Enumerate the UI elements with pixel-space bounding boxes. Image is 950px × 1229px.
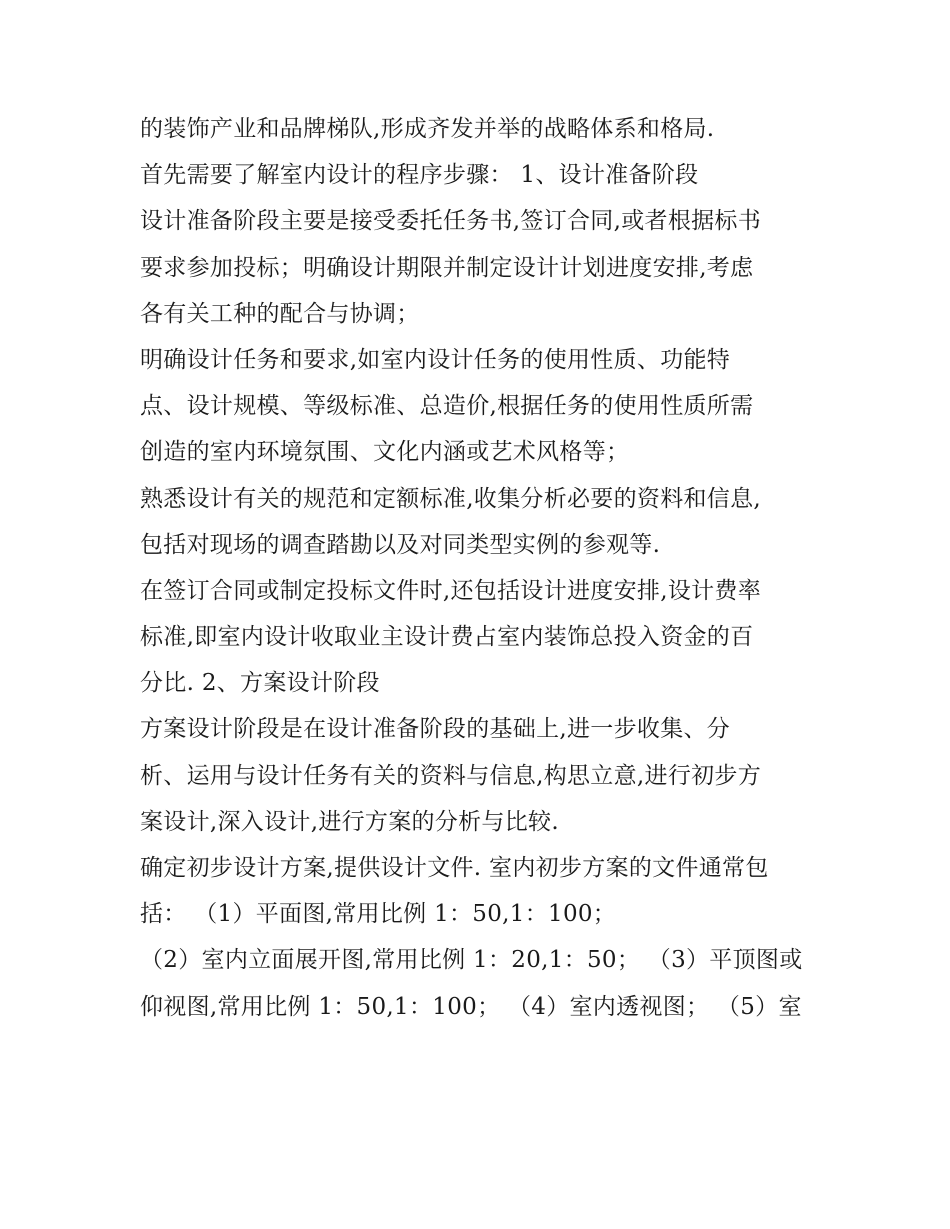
text-line: 的装饰产业和品牌梯队,形成齐发并举的战略体系和格局. <box>140 116 715 142</box>
text-line: 要求参加投标；明确设计期限并制定设计计划进度安排,考虑 <box>140 254 754 281</box>
text-line: 明确设计任务和要求,如室内设计任务的使用性质、功能特 <box>140 346 731 373</box>
text-line: 确定初步设计方案,提供设计文件. 室内初步方案的文件通常包 <box>140 855 769 881</box>
text-line: 在签订合同或制定投标文件时,还包括设计进度安排,设计费率 <box>140 577 762 604</box>
text-line: 点、设计规模、等级标准、总造价,根据任务的使用性质所需 <box>140 393 754 420</box>
text-line: 案设计,深入设计,进行方案的分析与比较. <box>140 808 559 835</box>
text-line: 包括对现场的调查踏勘以及对同类型实例的参观等. <box>140 531 661 558</box>
text-line: 创造的室内环境氛围、文化内涵或艺术风格等； <box>140 439 630 466</box>
text-line: （2）室内立面展开图,常用比例 1：20,1：50； （3）平顶图或 <box>140 947 803 974</box>
text-line: 仰视图,常用比例 1：50,1：100； （4）室内透视图； （5）室 <box>140 993 802 1020</box>
document-body <box>140 106 820 1030</box>
text-line: 方案设计阶段是在设计准备阶段的基础上,进一步收集、分 <box>140 716 731 743</box>
text-line: 括： （1）平面图,常用比例 1：50,1：100； <box>140 901 617 928</box>
text-line: 熟悉设计有关的规范和定额标准,收集分析必要的资料和信息, <box>140 485 762 512</box>
text-line: 分比. 2、方案设计阶段 <box>140 670 380 697</box>
text-line: 析、运用与设计任务有关的资料与信息,构思立意,进行初步方 <box>140 762 762 789</box>
text-line: 标准,即室内设计收取业主设计费占室内装饰总投入资金的百 <box>140 624 754 651</box>
text-line: 首先需要了解室内设计的程序步骤： 1、设计准备阶段 <box>140 162 699 189</box>
text-line: 设计准备阶段主要是接受委托任务书,签订合同,或者根据标书 <box>140 208 762 235</box>
text-line: 各有关工种的配合与协调； <box>140 300 420 327</box>
